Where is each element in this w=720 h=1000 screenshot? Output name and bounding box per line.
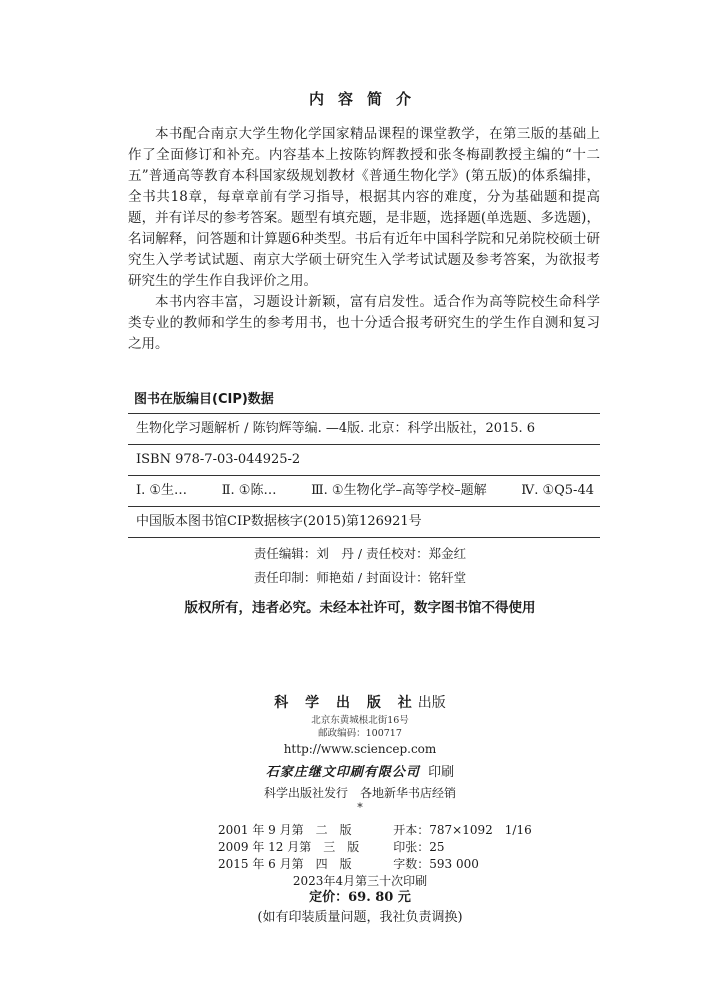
edition-spec: 字数：593 000	[393, 857, 479, 871]
edition-spec: 印张：25	[393, 840, 445, 854]
distribution-line: 科学出版社发行 各地新华书店经销	[263, 786, 456, 800]
cip-record-number: 中国版本图书馆CIP数据核字(2015)第126921号	[128, 507, 600, 538]
editors-block	[0, 542, 720, 590]
edition-row	[218, 856, 532, 873]
cip-block	[128, 388, 600, 538]
printing-line: 2023年4月第三十次印刷	[292, 874, 428, 888]
publisher-address: 北京东黄城根北街16号	[311, 715, 409, 726]
publisher-suffix: 出版	[417, 695, 446, 711]
edition-row	[218, 839, 532, 856]
cip-title-line: 生物化学习题解析 / 陈钧辉等编. —4版. 北京：科学出版社，2015. 6	[128, 414, 600, 445]
edition-date: 2001 年 9 月第 二 版	[218, 823, 352, 837]
edition-spec: 开本：787×1092 1/16	[393, 823, 532, 837]
editors-line-2: 责任印制：师艳茹 / 封面设计：铭轩堂	[253, 570, 467, 585]
edition-row	[218, 822, 532, 839]
intro-paragraph: 本书配合南京大学生物化学国家精品课程的课堂教学，在第三版的基础上作了全面修订和补充。内容基本上按陈钧辉教授和张冬梅副教授主编的“十二五”普通高等教育本科国家级规划教材《普通生物化学》(第五版)的体系编排，全书共18章，每章章前有学习指导，根据其内容的难度，分为基础题和提高题，并有详尽的参考答案。题型有填充题，是非题，选择题(单选题、多选题)，名词解释，问答题和计算题6种类型。书后有近年中国科学院和兄弟院校硕士研究生入学考试试题、南京大学硕士研究生入学考试试题及参考答案，为欲报考研究生的学生作自我评价之用。	[128, 126, 600, 289]
cip-class-item: Ⅰ. ①生…	[136, 483, 188, 498]
cip-classification	[128, 476, 600, 507]
intro-paragraph: 本书内容丰富，习题设计新颖，富有启发性。适合作为高等院校生命科学类专业的教师和学生的参考用书，也十分适合报考研究生的学生作自测和复习之用。	[128, 294, 600, 352]
editors-line-1: 责任编辑：刘 丹 / 责任校对：郑金红	[253, 546, 467, 561]
publisher-url: http://www.sciencep.com	[283, 742, 437, 756]
publisher-line	[0, 692, 720, 714]
copyright-notice: 版权所有，违者必究。未经本社许可，数字图书馆不得使用	[184, 600, 536, 616]
intro-body	[128, 124, 600, 355]
publisher-name: 科 学 出 版 社	[274, 695, 418, 711]
quality-note: (如有印装质量问题，我社负责调换)	[257, 910, 463, 925]
separator-star: *	[357, 801, 363, 814]
cip-class-item: Ⅱ. ①陈…	[221, 483, 277, 498]
printer-line	[0, 762, 720, 784]
imprint-block	[0, 692, 720, 814]
cip-isbn: ISBN 978-7-03-044925-2	[128, 445, 600, 476]
edition-date: 2015 年 6 月第 四 版	[218, 857, 352, 871]
price: 定价：69. 80 元	[309, 890, 411, 905]
printer-suffix: 印刷	[428, 765, 455, 780]
publisher-postcode: 邮政编码：100717	[318, 728, 402, 739]
printer-name: 石家庄继文印刷有限公司	[265, 765, 420, 780]
cip-class-item: Ⅲ. ①生物化学–高等学校–题解	[311, 483, 487, 498]
cip-heading: 图书在版编目(CIP)数据	[128, 388, 600, 414]
edition-date: 2009 年 12 月第 三 版	[218, 840, 360, 854]
edition-table	[218, 822, 532, 873]
intro-title: 内容简介	[308, 90, 425, 108]
cip-class-item: Ⅳ. ①Q5-44	[521, 483, 594, 498]
